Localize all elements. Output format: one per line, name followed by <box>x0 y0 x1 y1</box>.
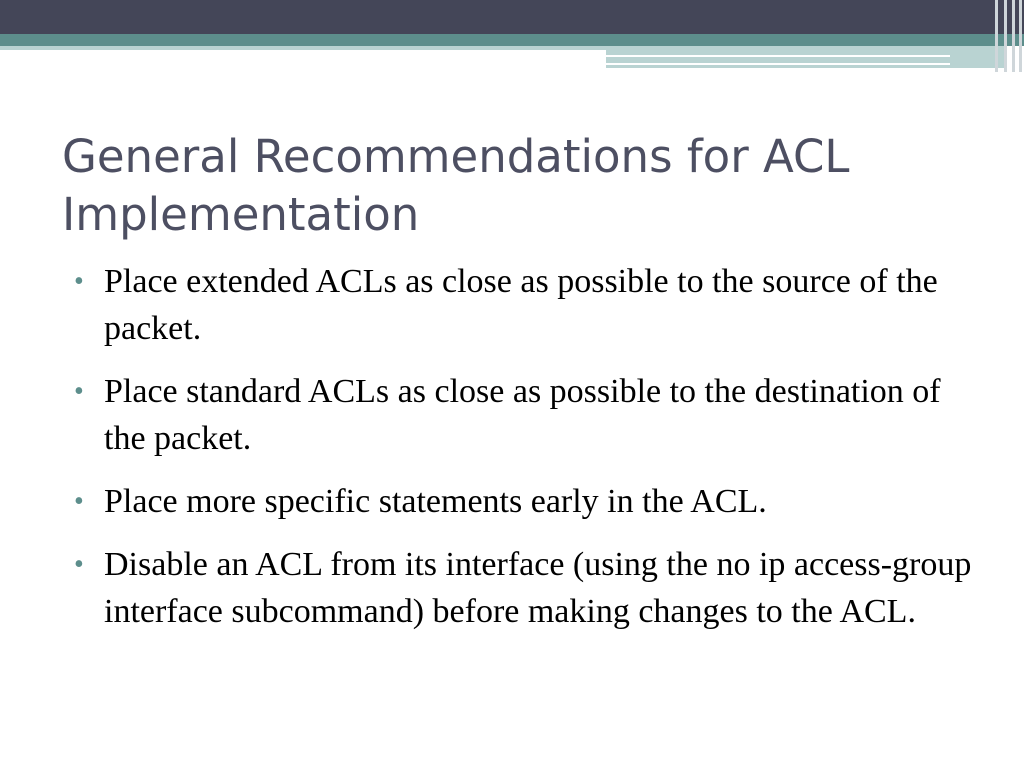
bullet-marker-icon: • <box>74 266 84 297</box>
header-band-pale-left <box>0 46 606 50</box>
slide-title: General Recommendations for ACL Implementation <box>62 130 850 241</box>
header-stripe <box>1012 0 1015 72</box>
bullet-item <box>72 258 972 352</box>
header-stripe <box>1004 0 1007 72</box>
bullet-marker-icon: • <box>74 376 84 407</box>
bullet-list <box>72 258 972 651</box>
header-band-dark <box>0 0 1024 34</box>
bullet-item <box>72 478 972 525</box>
bullet-marker-icon: • <box>74 486 84 517</box>
bullet-item <box>72 541 972 635</box>
bullet-text: Place more specific statements early in the ACL. <box>104 483 767 520</box>
bullet-item <box>72 368 972 462</box>
bullet-text: Place extended ACLs as close as possible to the source of the packet. <box>104 263 938 347</box>
header-rule-line <box>606 55 950 57</box>
bullet-marker-icon: • <box>74 549 84 580</box>
header-band-teal <box>0 34 1024 46</box>
header-stripe <box>1019 0 1022 72</box>
bullet-text: Disable an ACL from its interface (using the no ip access-group interface subcommand) before making changes to the ACL. <box>104 546 972 630</box>
header-stripe <box>995 0 998 72</box>
header-rule-line <box>606 63 950 65</box>
bullet-text: Place standard ACLs as close as possible to the destination of the packet. <box>104 373 941 457</box>
